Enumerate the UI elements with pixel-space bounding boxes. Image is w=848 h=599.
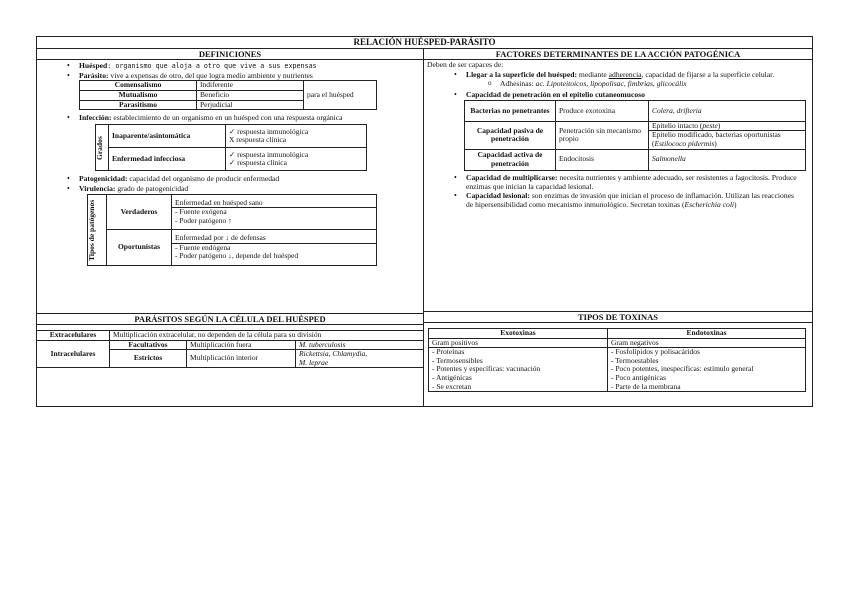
endo-item: - Parte de la membrana — [611, 381, 681, 391]
pen-example — [649, 149, 806, 170]
rel-name: Comensalismo — [80, 81, 197, 91]
grado-line: ✓ respuesta inmunológica — [229, 126, 309, 136]
huesped-text: : organismo que aloja a otro que vive a sus expensas — [107, 62, 317, 70]
grados-label-cell — [96, 125, 109, 171]
pen-desc: Endocitosis — [556, 149, 649, 170]
lesional-label: Capacidad lesional: — [466, 191, 530, 200]
oportunistas-line: - Fuente endógena — [175, 242, 231, 252]
penetracion-label: Capacidad de penetración en el epitelio cutaneomucoso — [466, 89, 645, 99]
llegar-label: Llegar a la superficie del huésped: — [466, 70, 578, 80]
exo-item: - Proteínas — [432, 347, 465, 357]
estrictos-example — [296, 350, 424, 368]
exo-item: - Antigénicas — [432, 372, 472, 382]
llegar-item — [466, 70, 804, 79]
adherencia-text: adherencia — [608, 70, 642, 80]
pen-type: Bacterias no penetrantes — [465, 100, 556, 121]
patogenicidad-item — [79, 174, 423, 183]
rel-name: Mutualismo — [80, 91, 197, 101]
exo-item: - Termosensibles — [432, 355, 483, 365]
factores-header: FACTORES DETERMINANTES DE LA ACCIÓN PATOGÉNICA — [424, 49, 812, 60]
pen-desc: Penetración sin mecanismo propio — [556, 121, 649, 149]
pen-example-text: Epitelio intacto ( — [652, 120, 703, 130]
pen-example-text: Colera, drifteria — [652, 105, 702, 115]
pen-type: Capacidad activa de penetración — [465, 149, 556, 170]
definiciones-header: DEFINICIONES — [37, 49, 423, 60]
verdaderos-line: - Poder patógeno ↑ — [175, 215, 232, 225]
patogenicidad-text: capacidad del organismo de producir enfermedad — [127, 174, 280, 184]
lesional-text: ) — [734, 200, 737, 210]
oportunistas-line: - Poder patógeno ↓, depende del huésped — [175, 251, 299, 261]
multiplicarse-label: Capacidad de multiplicarse: — [466, 172, 558, 182]
oportunistas-desc — [172, 230, 377, 266]
pen-example-text: ) — [714, 139, 717, 148]
endotoxinas-gram: Gram negativos — [608, 338, 806, 348]
factores-intro: Deben de ser capaces de: — [427, 60, 504, 69]
virulencia-label: Virulencia: — [79, 183, 116, 193]
op-text: Enfermedad por — [175, 233, 226, 243]
rel-name: Parasitismo — [80, 100, 197, 110]
pen-example-text: Salmonella — [652, 154, 686, 164]
facultativos-label: Facultativos — [110, 340, 187, 350]
definitions-list — [37, 61, 423, 80]
arrow-down-icon: ↓ — [225, 233, 230, 243]
endo-item: - Fosfolípidos y polisacáridos — [611, 347, 700, 357]
verdaderos-desc — [172, 194, 377, 230]
parasitos-section — [37, 313, 423, 368]
grados-table — [95, 124, 367, 171]
facultativos-desc: Multiplicación fuera — [187, 340, 296, 350]
parasito-text: vive a expensas de otro, del que logra medio ambiente y nutrientes — [108, 71, 313, 81]
estrictos-label: Estrictos — [110, 350, 187, 368]
infeccion-text: establecimiento de un organismo en un huésped con una respuesta orgánica — [111, 113, 343, 123]
endo-item: - Poco potentes, inespecíficas: estímulo general — [611, 364, 754, 374]
est-example-line: Rickettsia, Chlamydia, — [299, 349, 368, 359]
op-text: de defensas — [229, 233, 266, 243]
grado-desc — [226, 148, 367, 171]
virulencia-item — [79, 184, 423, 193]
multiplicarse-item — [466, 173, 802, 191]
penetracion-list — [424, 90, 812, 99]
virulencia-text: grado de patogenicidad — [115, 183, 189, 193]
verdaderos-line: Enfermedad en huésped sano — [172, 199, 376, 209]
adhesinas-line — [424, 79, 812, 88]
toxinas-table — [428, 328, 806, 392]
rel-desc: Beneficio — [197, 91, 304, 101]
endo-item: - Poco antigénicas — [611, 372, 666, 382]
parasito-item — [79, 71, 423, 80]
page-title: RELACIÓN HUÉSPED-PARÁSITO — [37, 37, 812, 49]
pen-example-text: Epitelio modificado, bacterias oportunistas ( — [652, 130, 781, 148]
exo-item: - Potentes y específicas: vacunación — [432, 364, 541, 374]
pen-example-text: Estilococo pidermis — [654, 139, 715, 148]
lesional-text: son enzimas de invasión que inician el proceso de inflamación. Utilizan las reacciones de hipersensibilidad como mecanismo inmunológico. Secretan toxinas ( — [466, 191, 794, 210]
exotoxinas-gram: Gram positivos — [429, 338, 608, 348]
pen-example-text: ) — [717, 120, 721, 130]
grado-name: Enfermedad infecciosa — [109, 148, 226, 171]
left-column — [37, 49, 424, 406]
multiplicarse-text: necesita nutrientes y ambiente adecuado, ser resistentes a fagocitosis. Produce enzimas que inician la capacidad lesional. — [466, 172, 797, 191]
adhesinas-text: ac. Lipoteitoicos, lipopolisac, fimbrias, glicocálix — [535, 79, 687, 89]
right-column — [424, 49, 812, 406]
exotoxinas-list — [429, 348, 608, 392]
llegar-text: , capacidad de fijarse a la superficie celular. — [641, 70, 775, 80]
fac-example-text: M. tuberculosis — [299, 339, 346, 349]
verdaderos-label: Verdaderos — [107, 194, 172, 230]
cell-table — [37, 330, 423, 368]
grado-line: X respuesta clínica — [229, 135, 287, 145]
pathogen-list — [37, 174, 423, 192]
lesional-item — [466, 191, 802, 209]
patogenicidad-label: Patogenicidad: — [79, 174, 128, 184]
grado-name: Inaparente/asintomática — [109, 125, 226, 148]
relationship-table — [79, 80, 377, 110]
pen-example — [649, 100, 806, 121]
rel-side: para el huésped — [304, 81, 377, 110]
huesped-item — [79, 61, 423, 71]
rel-desc: Perjudicial — [197, 100, 304, 110]
tipos-label-cell — [88, 194, 107, 265]
factores-list — [424, 70, 812, 79]
circle-bullet-icon: o — [488, 79, 492, 88]
llegar-text: mediante — [577, 70, 609, 80]
exo-item: - Se excretan — [432, 381, 472, 391]
grados-label: Grados — [95, 136, 104, 160]
verdaderos-line: - Fuente exógena — [175, 207, 227, 217]
capacidades-list — [424, 173, 812, 210]
toxinas-section — [424, 311, 812, 392]
grado-desc — [226, 125, 367, 148]
infeccion-label: Infección: — [79, 113, 112, 123]
infeccion-item — [79, 113, 423, 122]
endotoxinas-header: Endotoxinas — [608, 329, 806, 339]
parasito-label: Parásito: — [79, 71, 109, 81]
oportunistas-label: Oportunistas — [107, 230, 172, 266]
pen-example — [649, 131, 806, 149]
penetracion-table — [464, 100, 806, 171]
tipos-table — [87, 194, 377, 266]
summary-sheet — [36, 36, 813, 407]
exotoxinas-header: Exotoxinas — [429, 329, 608, 339]
adhesinas-label: Adhesinas: — [500, 79, 536, 89]
huesped-label: Huésped — [79, 61, 108, 70]
est-example-line: M. leprae — [299, 357, 329, 367]
estrictos-desc: Multiplicación interior — [187, 350, 296, 368]
tipos-label: Tipos de patógenos — [87, 199, 96, 261]
endo-item: - Termoestables — [611, 355, 659, 365]
pen-desc: Produce exotoxina — [556, 100, 649, 121]
toxinas-header: TIPOS DE TOXINAS — [424, 312, 812, 323]
lesional-example: Escherichia coli — [684, 200, 735, 210]
penetracion-item — [466, 90, 812, 99]
extracelulares-label: Extracelulares — [37, 331, 110, 341]
grado-line: ✓ respuesta clínica — [229, 158, 287, 168]
endotoxinas-list — [608, 348, 806, 392]
intracelulares-label: Intracelulares — [37, 340, 110, 368]
grado-line: ✓ respuesta inmunológica — [229, 149, 309, 159]
pen-type: Capacidad pasiva de penetración — [465, 121, 556, 149]
rel-desc: Indiferente — [197, 81, 304, 91]
infection-list — [37, 113, 423, 122]
parasitos-header: PARÁSITOS SEGÚN LA CÉLULA DEL HUÉSPED — [37, 314, 423, 325]
extracelulares-desc: Multiplicación extracelular, no dependen de la célula para su división — [110, 331, 424, 341]
pen-example-text: peste — [702, 120, 718, 130]
